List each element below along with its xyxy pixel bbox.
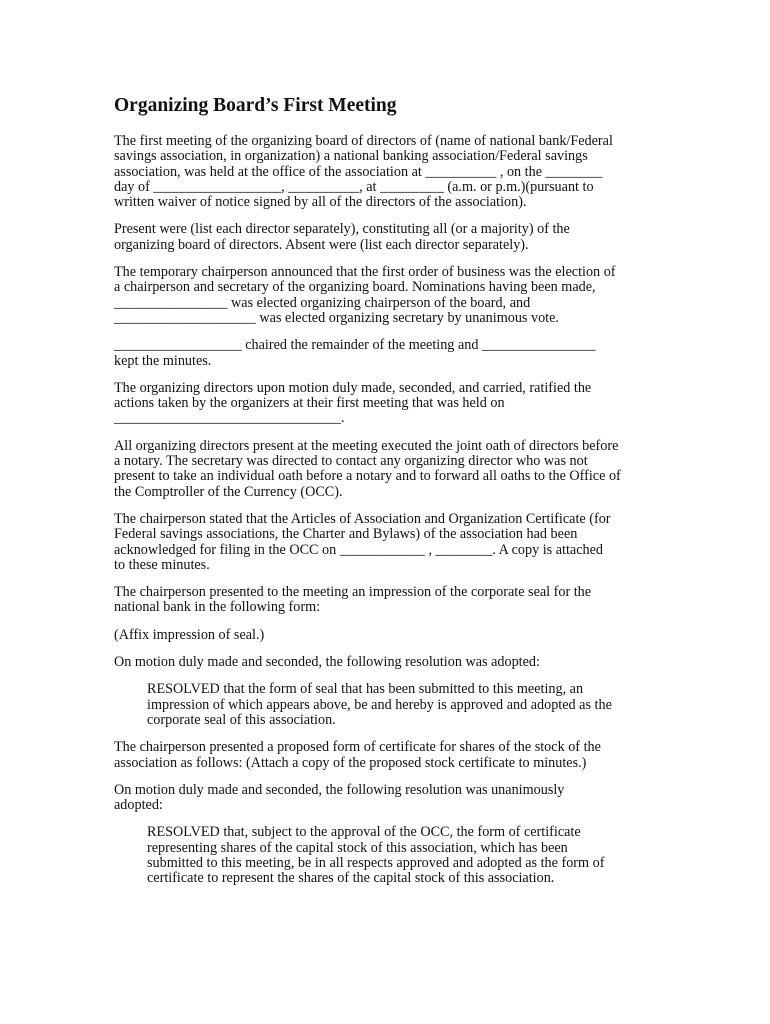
text-line: Present were (list each director separately), constituting all (or a majority) of the (114, 221, 570, 238)
text-line: kept the minutes. (114, 352, 212, 369)
text-line: (Affix impression of seal.) (114, 626, 265, 643)
affix-seal-note (114, 628, 659, 643)
text-line: association as follows: (Attach a copy of the proposed stock certificate to minutes.) (114, 754, 587, 771)
certificate-resolution (147, 825, 659, 886)
text-line: savings association, in organization) a national banking association/Federal savings (114, 148, 588, 165)
document-page (114, 94, 659, 899)
text-line: actions taken by the organizers at their first meeting that was held on (114, 395, 505, 412)
text-line: The organizing directors upon motion duly made, seconded, and carried, ratified the (114, 379, 592, 396)
document-title: Organizing Board’s First Meeting (114, 95, 397, 116)
text-line: organizing board of directors. Absent were (list each director separately). (114, 236, 529, 253)
seal-paragraph (114, 585, 659, 616)
text-line: present to take an individual oath before a notary and to forward all oaths to the Office of (114, 468, 621, 485)
text-line: certificate to represent the shares of the capital stock of this association. (147, 870, 555, 887)
text-line: The chairperson presented a proposed form of certificate for shares of the stock of the (114, 739, 601, 756)
text-line: __________________ chaired the remainder of the meeting and ________________ (114, 337, 596, 354)
text-line: The first meeting of the organizing board of directors of (name of national bank/Federal (114, 133, 613, 149)
text-line: acknowledged for filing in the OCC on ____________ , ________. A copy is attached (114, 541, 604, 558)
attendance-paragraph (114, 222, 659, 253)
text-line: On motion duly made and seconded, the following resolution was adopted: (114, 654, 540, 671)
meeting-details-paragraph (114, 134, 659, 210)
ratification-paragraph (114, 381, 659, 427)
text-line: impression of which appears above, be and hereby is approved and adopted as the (147, 696, 612, 713)
text-line: association, was held at the office of the association at __________ , on the ________ (114, 163, 603, 180)
text-line: written waiver of notice signed by all of the directors of the association). (114, 194, 527, 211)
chair-paragraph (114, 338, 659, 369)
certificate-motion-paragraph (114, 783, 659, 814)
oath-paragraph (114, 439, 659, 500)
seal-motion-paragraph (114, 655, 659, 670)
text-line: ________________________________. (114, 410, 345, 427)
text-line: Federal savings associations, the Charter and Bylaws) of the association had been (114, 526, 578, 543)
text-line: On motion duly made and seconded, the following resolution was unanimously (114, 781, 565, 798)
text-line: The temporary chairperson announced that the first order of business was the election of (114, 264, 616, 281)
text-line: All organizing directors present at the meeting executed the joint oath of directors before (114, 437, 619, 454)
text-line: a chairperson and secretary of the organizing board. Nominations having been made, (114, 279, 596, 296)
text-line: a notary. The secretary was directed to contact any organizing director who was not (114, 453, 588, 470)
certificate-paragraph (114, 740, 659, 771)
text-line: RESOLVED that, subject to the approval of the OCC, the form of certificate (147, 824, 581, 841)
seal-resolution (147, 682, 659, 728)
text-line: the Comptroller of the Currency (OCC). (114, 483, 343, 500)
text-line: corporate seal of this association. (147, 711, 336, 728)
text-line: to these minutes. (114, 556, 210, 573)
text-line: representing shares of the capital stock of this association, which has been (147, 839, 568, 856)
text-line: submitted to this meeting, be in all respects approved and adopted as the form of (147, 854, 605, 871)
election-paragraph (114, 265, 659, 326)
articles-paragraph (114, 512, 659, 573)
text-line: The chairperson presented to the meeting an impression of the corporate seal for the (114, 584, 592, 601)
text-line: The chairperson stated that the Articles of Association and Organization Certificate (for (114, 510, 611, 527)
text-line: RESOLVED that the form of seal that has been submitted to this meeting, an (147, 681, 584, 698)
text-line: ____________________ was elected organizing secretary by unanimous vote. (114, 309, 559, 326)
text-line: adopted: (114, 797, 163, 814)
text-line: day of __________________, __________, at _________ (a.m. or p.m.)(pursuant to (114, 178, 594, 195)
text-line: ________________ was elected organizing chairperson of the board, and (114, 294, 531, 311)
text-line: national bank in the following form: (114, 599, 321, 616)
